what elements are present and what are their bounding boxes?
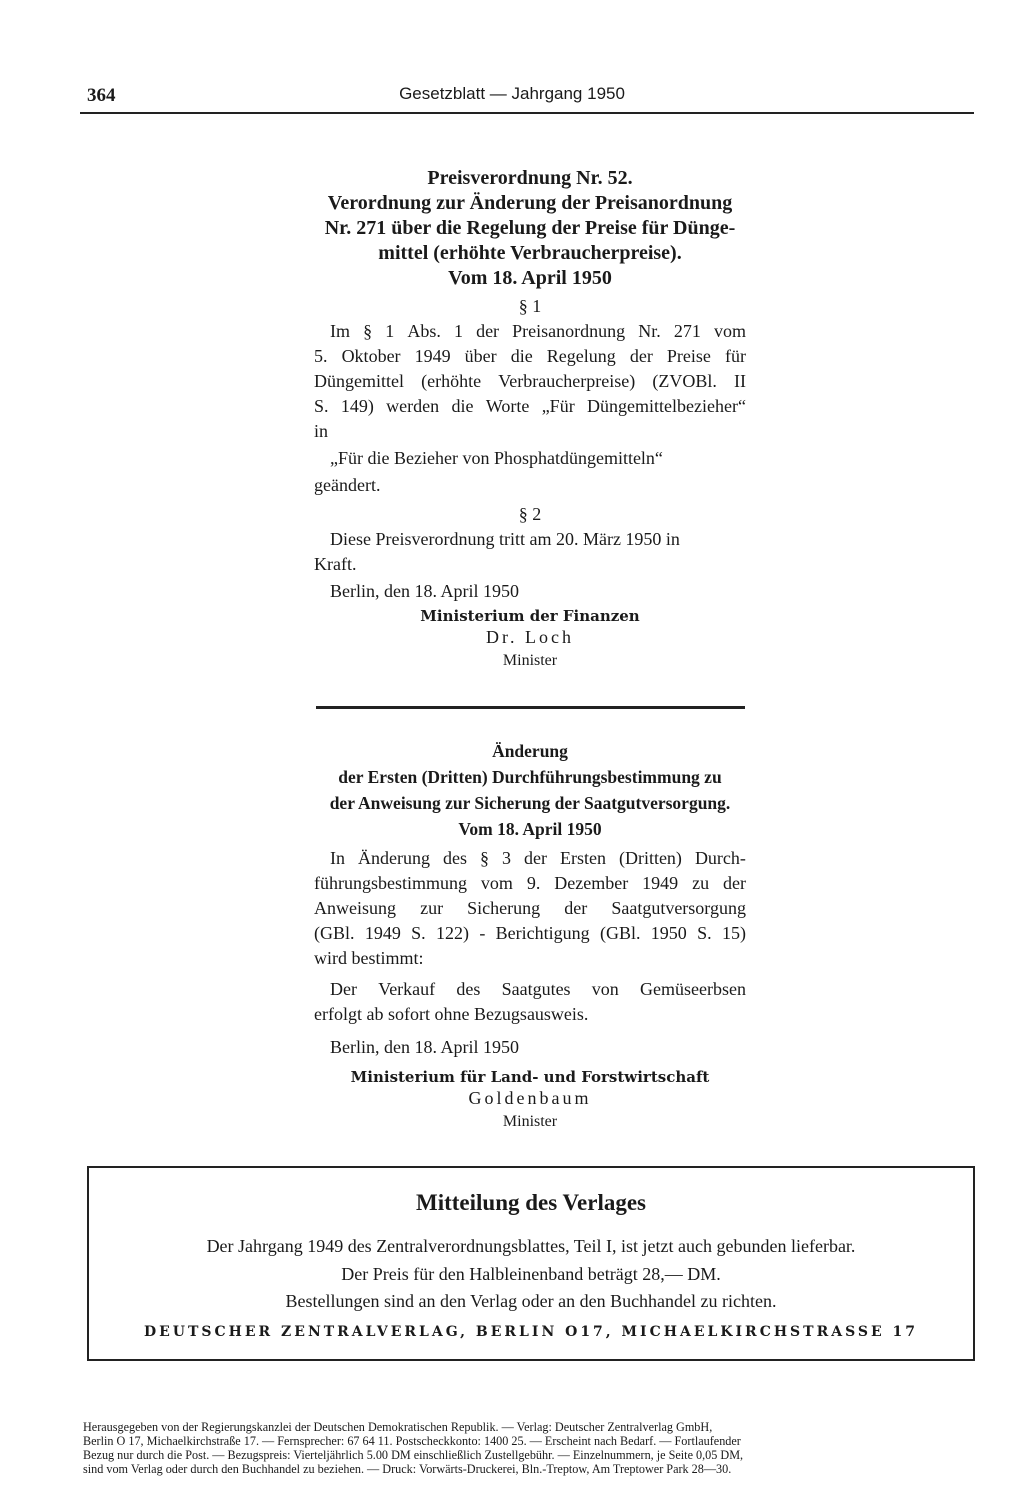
publisher-notice-box [87, 1166, 975, 1361]
text-line: Düngemittel (erhöhte Verbraucherpreise) (ZVOBl. II [314, 371, 746, 391]
header-rule [80, 112, 974, 114]
page-number: 364 [87, 85, 116, 106]
section1-title-line: Verordnung zur Änderung der Preisanordnung [327, 192, 733, 214]
section-divider [316, 706, 745, 709]
section1-place-date: Berlin, den 18. April 1950 [330, 581, 519, 601]
running-title: Gesetzblatt — Jahrgang 1950 [399, 84, 625, 103]
section1-signatory: Dr. Loch [486, 627, 574, 647]
text-line: Diese Preisverordnung tritt am 20. März 1950 in [330, 529, 680, 549]
text-line: (GBl. 1949 S. 122) - Berichtigung (GBl. 1950 S. 15) [314, 923, 746, 943]
text-line: Der Verkauf des Saatgutes von Gemüseerbsen [330, 979, 746, 999]
text-line: in [314, 421, 329, 441]
text-line: führungsbestimmung vom 9. Dezember 1949 zu der [314, 873, 746, 893]
section2-para2 [314, 977, 746, 1027]
section2-para1 [314, 846, 746, 971]
notice-line: Bestellungen sind an den Verlag oder an den Buchhandel zu richten. [285, 1291, 777, 1311]
section1-para2 [314, 527, 746, 577]
section2-title [314, 738, 746, 842]
section2-title-line: Änderung [492, 741, 568, 761]
text-line: Im § 1 Abs. 1 der Preisanordnung Nr. 271 vom [330, 321, 746, 341]
section1-title [314, 166, 746, 291]
text-line: S. 149) werden die Worte „Für Düngemittelbezieher“ [314, 396, 746, 416]
imprint [83, 1420, 973, 1476]
imprint-line: Bezug nur durch die Post. — Bezugspreis: Vierteljährlich 5.00 DM einschließlich Zustellgebühr. — Einzelnummern, je Seite 0,05 DM, [83, 1448, 744, 1462]
section1-para2-heading: § 2 [518, 504, 542, 524]
text-line: In Änderung des § 3 der Ersten (Dritten) Durch- [330, 848, 746, 868]
text-line: „Für die Bezieher von Phosphatdüngemitteln“ [330, 448, 663, 468]
text-line: geändert. [314, 475, 381, 495]
section2-title-line: der Ersten (Dritten) Durchführungsbestimmung zu [338, 767, 722, 787]
section2-ministry: Ministerium für Land- und Forstwirtschaft [350, 1068, 710, 1086]
section2-date: Vom 18. April 1950 [458, 819, 602, 839]
text-line: Kraft. [314, 554, 357, 574]
section2-signatory: Goldenbaum [468, 1088, 592, 1108]
text-line: Anweisung zur Sicherung der Saatgutversorgung [314, 898, 746, 918]
text-line: 5. Oktober 1949 über die Regelung der Preise für [314, 346, 746, 366]
imprint-line: sind vom Verlag oder durch den Buchhandel zu beziehen. — Druck: Vorwärts-Druckerei, Bln.-Treptow, Am Treptower Park 28—30. [83, 1462, 732, 1476]
section1-para1-heading: § 1 [518, 296, 542, 316]
section1-para1 [314, 319, 746, 498]
section2-title-line: der Anweisung zur Sicherung der Saatgutversorgung. [329, 793, 731, 813]
text-line: wird bestimmt: [314, 948, 424, 968]
section2-signatory-title: Minister [502, 1113, 558, 1130]
notice-line: Der Preis für den Halbleinenband beträgt 28,— DM. [341, 1264, 721, 1284]
notice-line: Der Jahrgang 1949 des Zentralverordnungsblattes, Teil I, ist jetzt auch gebunden lieferbar. [206, 1236, 856, 1256]
section1-title-line: Nr. 271 über die Regelung der Preise für Dünge- [324, 217, 736, 239]
section1-date: Vom 18. April 1950 [448, 267, 612, 289]
section1-signatory-title: Minister [502, 652, 558, 669]
section1-title-line: Preisverordnung Nr. 52. [427, 167, 633, 189]
section-preisverordnung [314, 166, 746, 672]
section1-title-line: mittel (erhöhte Verbraucherpreise). [378, 242, 682, 264]
section-saatgut [314, 738, 746, 1133]
notice-title: Mitteilung des Verlages [416, 1190, 646, 1215]
text-line: erfolgt ab sofort ohne Bezugsausweis. [314, 1004, 589, 1024]
imprint-line: Berlin O 17, Michaelkirchstraße 17. — Fernsprecher: 67 64 11. Postscheckkonto: 1400 25. — Erscheint nach Bedarf. — Fortlaufender [83, 1434, 741, 1448]
imprint-line: Herausgegeben von der Regierungskanzlei der Deutschen Demokratischen Republik. — Verlag: Deutscher Zentralverlag GmbH, [83, 1420, 713, 1434]
notice-publisher-address: DEUTSCHER ZENTRALVERLAG, BERLIN O17, MICHAELKIRCHSTRASSE 17 [143, 1324, 919, 1340]
section2-place-date: Berlin, den 18. April 1950 [330, 1037, 519, 1057]
section1-ministry: Ministerium der Finanzen [420, 607, 640, 625]
